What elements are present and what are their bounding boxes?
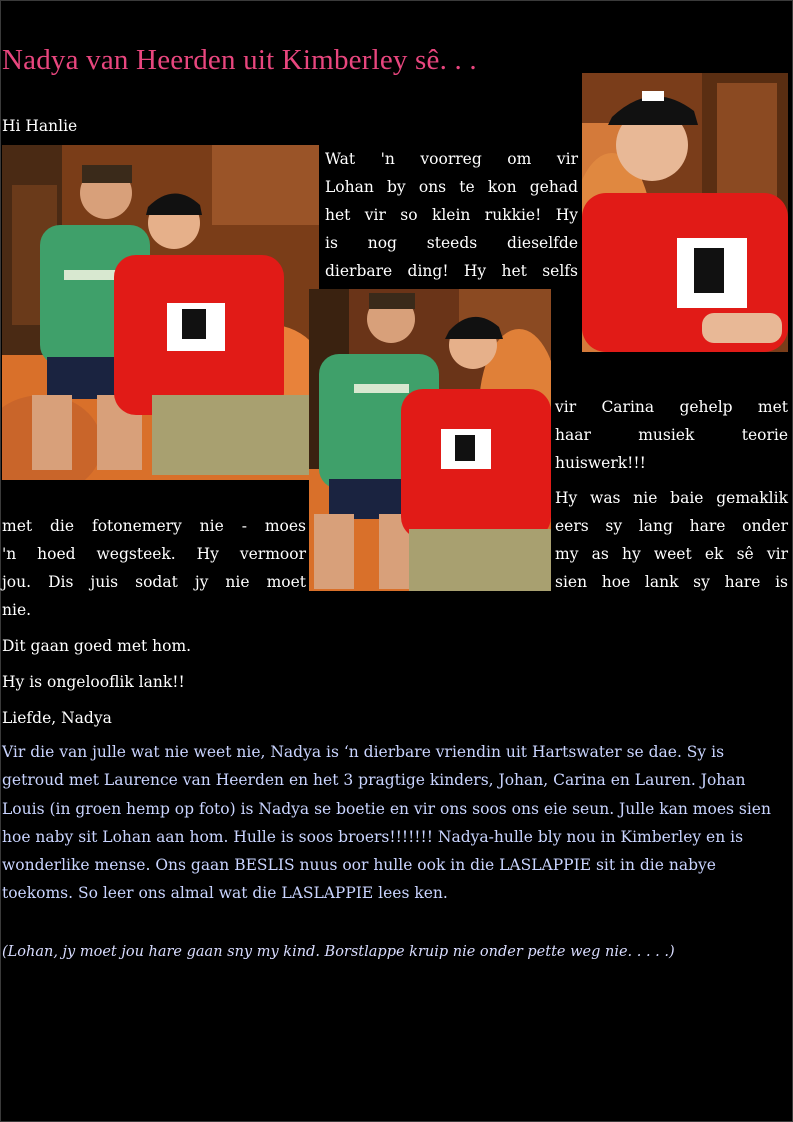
text-line: het vir so klein rukkie! Hy [325, 206, 578, 224]
photo-two-men-sofa-second [309, 289, 551, 591]
photo-man-red-shirt-cap [582, 73, 788, 352]
greeting: Hi Hanlie [2, 117, 78, 135]
text-line: my as hy weet ek sê vir [555, 545, 788, 563]
column-1 [325, 145, 578, 285]
text-line: jou. Dis juis sodat jy nie moet [2, 573, 306, 591]
text-line: Wat 'n voorreg om vir [325, 150, 578, 168]
text-line: Lohan by ons te kon gehad [325, 178, 578, 196]
text-line: is nog steeds dieselfde [325, 234, 578, 252]
paragraph-goed: Dit gaan goed met hom. [2, 637, 192, 655]
text-line: eers sy lang hare onder [555, 517, 788, 535]
text-line: haar musiek teorie [555, 426, 788, 444]
column-2 [555, 393, 788, 477]
photo-two-men-sofa [2, 145, 319, 480]
closing-note: (Lohan, jy moet jou hare gaan sny my kind. Borstlappe kruip nie onder pette weg nie. . . . .) [2, 944, 675, 960]
page-title: Nadya van Heerden uit Kimberley sê. . . [2, 44, 477, 76]
text-line: 'n hoed wegsteek. Hy vermoor [2, 545, 306, 563]
paragraph-lank: Hy is ongelooflik lank!! [2, 673, 185, 691]
editor-paragraph: Vir die van julle wat nie weet nie, Nadya is ‘n dierbare vriendin uit Hartswater se dae. Sy is getroud met Laurence van Heerden en het 3 pragtige kinders, Johan, Carina en Lauren. Johan Louis (in groen hemp op foto) is Nadya se boetie en vir ons soos ons eie seun. Julle kan moes sien hoe naby sit Lohan aan hom. Hulle is soos broers!!!!!!! Nadya-hulle bly nou in Kimberley en is wonderlike mense. Ons gaan BESLIS nuus oor hulle ook in die LASLAPPIE sit in die nabye toekoms. So leer ons almal wat die LASLAPPIE lees ken. [2, 743, 771, 903]
text-line: met die fotonemery nie - moes [2, 517, 306, 535]
column-3 [555, 484, 788, 596]
text-nie: nie. [2, 601, 32, 619]
text-line: huiswerk!!! [555, 454, 646, 472]
text-line: dierbare ding! Hy het selfs [325, 262, 578, 280]
text-line: vir Carina gehelp met [555, 398, 788, 416]
left-column [2, 512, 306, 596]
text-line: Hy was nie baie gemaklik [555, 489, 788, 507]
text-line: sien hoe lank sy hare is [555, 573, 788, 591]
signoff: Liefde, Nadya [2, 709, 112, 727]
